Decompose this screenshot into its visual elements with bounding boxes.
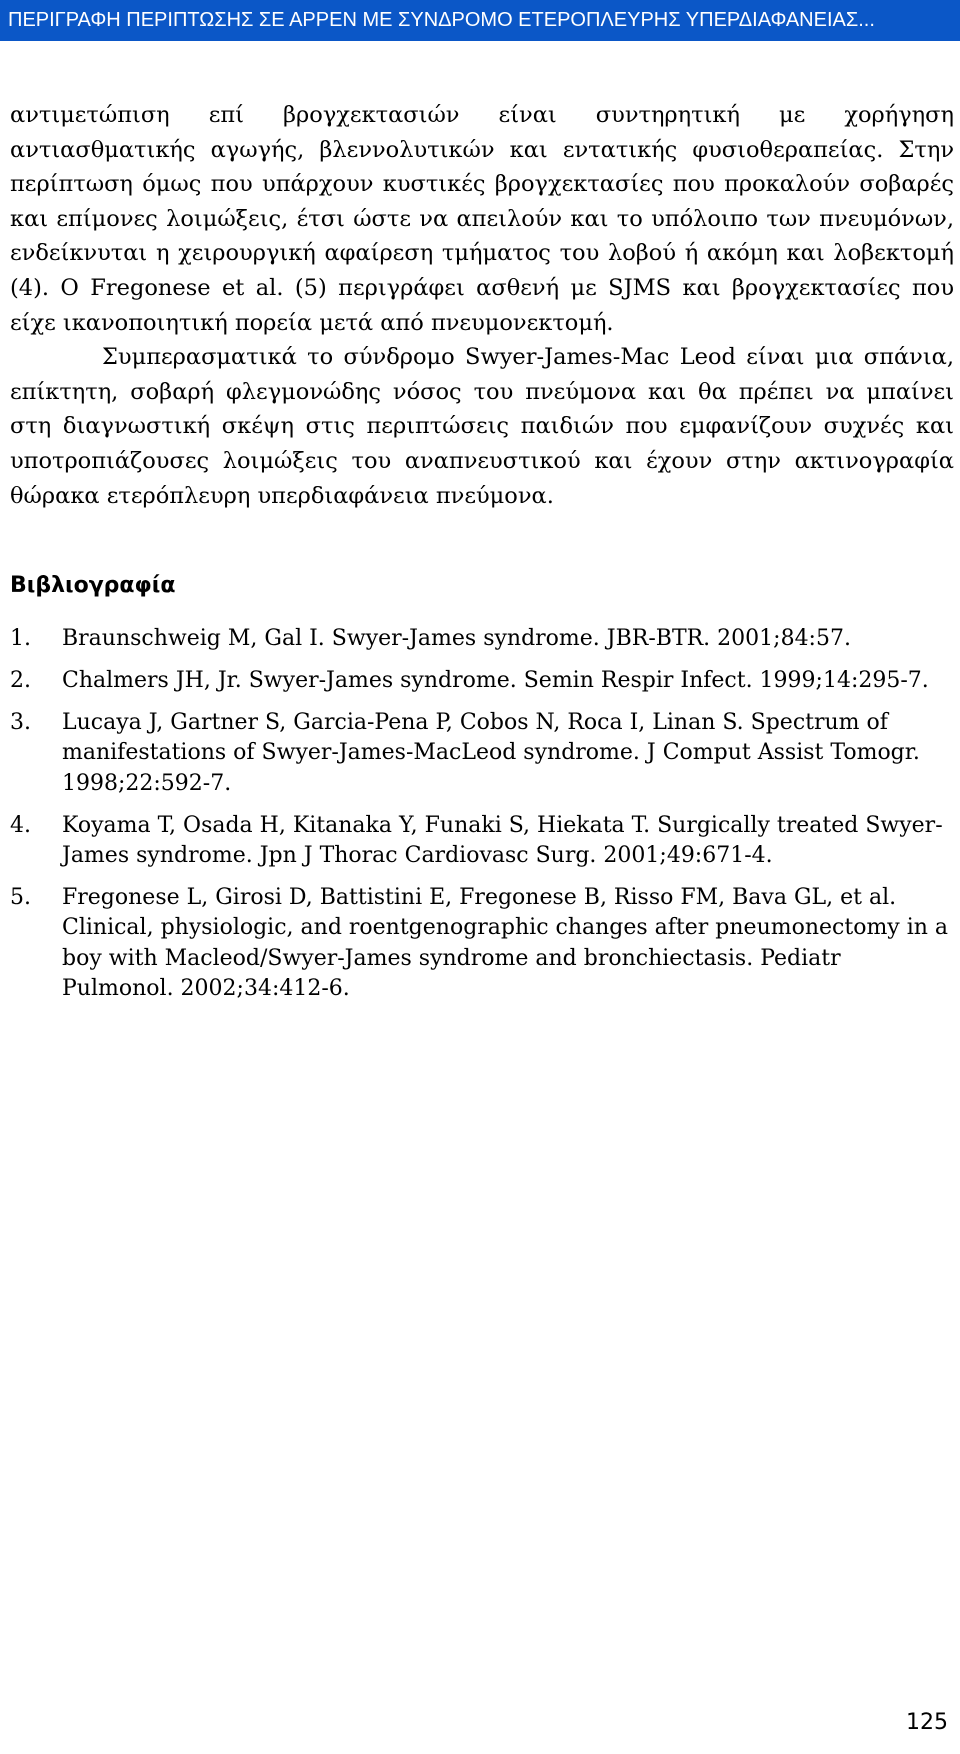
reference-text: Lucaya J, Gartner S, Garcia-Pena P, Cobos N, Roca I, Linan S. Spectrum of manifestations of Swyer-James-MacLeod syndrome. J Comput Assist Tomogr. 1998;22:592-7. bbox=[62, 710, 920, 796]
reference-text: Fregonese L, Girosi D, Battistini E, Fregonese B, Risso FM, Bava GL, et al. Clinical, physiologic, and roentgenographic changes after pneumonectomy in a boy with Macleod/Swyer-James syndrome and bronchiectasis. Pediatr Pulmonol. 2002;34:412-6. bbox=[62, 885, 949, 1001]
reference-item bbox=[10, 708, 954, 799]
reference-list bbox=[10, 624, 954, 1004]
reference-number: 4. bbox=[10, 812, 31, 838]
reference-item bbox=[10, 811, 954, 871]
body-paragraph: αντιμετώπιση επί βρογχεκτασιών είναι συντηρητική με χορήγηση αντιασθματικής αγωγής, βλεννολυτικών και εντατικής φυσιοθεραπείας. Στην περίπτωση όμως που υπάρχουν κυστικές βρογχεκτασίες που προκαλούν σοβαρές και επίμονες λοιμώξεις, έτσι ώστε να απειλούν και το υπόλοιπο των πνευμόνων, ενδείκνυται η χειρουργική αφαίρεση τμήματος του λοβού ή ακόμη και λοβεκτομή (4). O Fregonese et al. (5) περιγράφει ασθενή με SJMS και βρογχεκτασίες που είχε ικανοποιητική πορεία μετά από πνευμονεκτομή. bbox=[10, 102, 954, 336]
reference-item bbox=[10, 624, 954, 654]
reference-item bbox=[10, 666, 954, 696]
reference-text: Braunschweig M, Gal I. Swyer-James syndrome. JBR-BTR. 2001;84:57. bbox=[62, 625, 851, 651]
bibliography-heading: Βιβλιογραφία bbox=[10, 573, 176, 599]
conclusion-paragraph: Συμπερασματικά το σύνδρομο Swyer-James-Mac Leod είναι μια σπάνια, επίκτητη, σοβαρή φλεγμονώδης νόσος του πνεύμονα και θα πρέπει να μπαίνει στη διαγνωστική σκέψη στις περιπτώσεις παιδιών που εμφανίζουν συχνές και υποτροπιάζουσες λοιμώξεις του αναπνευστικού και έχουν στην ακτινογραφία θώρακα ετερόπλευρη υπερδιαφάνεια πνεύμονα. bbox=[10, 344, 954, 509]
reference-item bbox=[10, 883, 954, 1004]
reference-number: 1. bbox=[10, 625, 31, 651]
reference-number: 5. bbox=[10, 885, 31, 911]
reference-text: Koyama T, Osada H, Kitanaka Y, Funaki S, Hiekata T. Surgically treated Swyer-James syndrome. Jpn J Thorac Cardiovasc Surg. 2001;49:671-4. bbox=[62, 812, 943, 868]
reference-number: 3. bbox=[10, 710, 31, 736]
article-body bbox=[10, 98, 954, 1016]
running-header: ΠΕΡΙΓΡΑΦΗ ΠΕΡΙΠΤΩΣΗΣ ΣΕ ΑΡΡΕΝ ΜΕ ΣΥΝΔΡΟΜΟ ΕΤΕΡΟΠΛΕΥΡΗΣ ΥΠΕΡΔΙΑΦΑΝΕΙΑΣ... bbox=[0, 0, 960, 41]
reference-number: 2. bbox=[10, 667, 31, 693]
reference-text: Chalmers JH, Jr. Swyer-James syndrome. Semin Respir Infect. 1999;14:295-7. bbox=[62, 667, 929, 693]
page-number: 125 bbox=[906, 1710, 948, 1735]
